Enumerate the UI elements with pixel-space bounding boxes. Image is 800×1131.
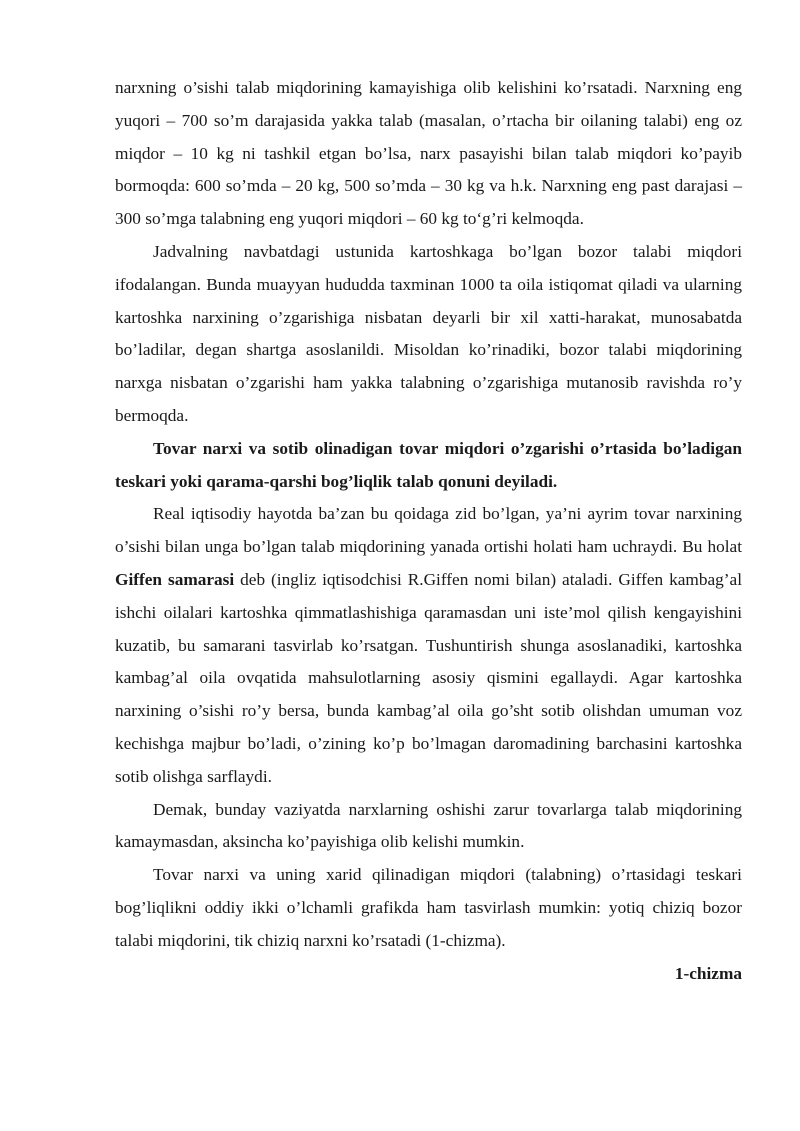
paragraph-6: Tovar narxi va uning xarid qilinadigan miqdori (talabning) o’rtasidagi teskari bog’liqlikni oddiy ikki o’lchamli grafikda ham tasvirlash mumkin: yotiq chiziq bozor talabi miqdorini, tik chiziq narxni ko’rsatadi (1-chizma). xyxy=(115,865,742,950)
paragraph-2: Jadvalning navbatdagi ustunida kartoshkaga bo’lgan bozor talabi miqdori ifodalangan. Bunda muayyan hududda taxminan 1000 ta oila istiqomat qiladi va ularning kartoshka narxining o’zgarishiga nisbatan deyarli bir xil xatti-harakat, munosabatda bo’ladilar, degan shartga asoslanildi. Misoldan ko’rinadiki, bozor talabi miqdorining narxga nisbatan o’zgarishi ham yakka talabning o’zgarishiga mutanosib ravishda ro’y bermoqda. xyxy=(115,241,742,425)
figure-caption: 1-chizma xyxy=(674,963,742,983)
paragraph-giffen-text-start: Real iqtisodiy hayotda ba’zan bu qoidaga zid bo’lgan, ya’ni ayrim tovar narxining o’sishi bilan unga bo’lgan talab miqdorining yanada ortishi holati ham uchraydi. Bu holat xyxy=(115,504,742,557)
giffen-term: Giffen samarasi xyxy=(115,569,235,589)
paragraph-5: Demak, bunday vaziyatda narxlarning oshishi zarur tovarlarga talab miqdorining kamaymasdan, aksincha ko’payishiga olib kelishi mumkin. xyxy=(115,799,742,852)
paragraph-1: narxning o’sishi talab miqdorining kamayishiga olib kelishini ko’rsatadi. Narxning eng yuqori – 700 so’m darajasida yakka talab (masalan, o’rtacha bir oilaning talabi) eng oz miqdor – 10 kg ni tashkil etgan bo’lsa, narx pasayishi bilan talab miqdori ko’payib bormoqda: 600 so’mda – 20 kg, 500 so’mda – 30 kg va h.k. Narxning eng past darajasi – 300 so’mga talabning eng yuqori miqdori – 60 kg to‘g’ri kelmoqda. xyxy=(115,78,742,229)
paragraph-giffen-text-end: deb (ingliz iqtisodchisi R.Giffen nomi bilan) ataladi. Giffen kambag’al ishchi oilalari kartoshka qimmatlashishiga qaramasdan uni iste’mol qilish kengayishini kuzatib, bu samarani tasvirlab ko’rsatgan. Tushuntirish shunga asoslanadiki, kartoshka kambag’al oila ovqatida mahsulotlarning asosiy qismini egallaydi. Agar kartoshka narxining o’sishi ro’y bersa, bunda kambag’al oila go’sht sotib olishdan umuman voz kechishga majbur bo’ladi, o’zining ko’p bo’lmagan daromadining barchasini kartoshka sotib olishga sarflaydi. xyxy=(115,569,743,786)
paragraph-law-definition: Tovar narxi va sotib olinadigan tovar miqdori o’zgarishi o’rtasida bo’ladigan teskari yoki qarama-qarshi bog’liqlik talab qonuni deyiladi. xyxy=(115,438,742,491)
paragraph-giffen xyxy=(115,498,742,793)
document-page xyxy=(115,72,742,990)
